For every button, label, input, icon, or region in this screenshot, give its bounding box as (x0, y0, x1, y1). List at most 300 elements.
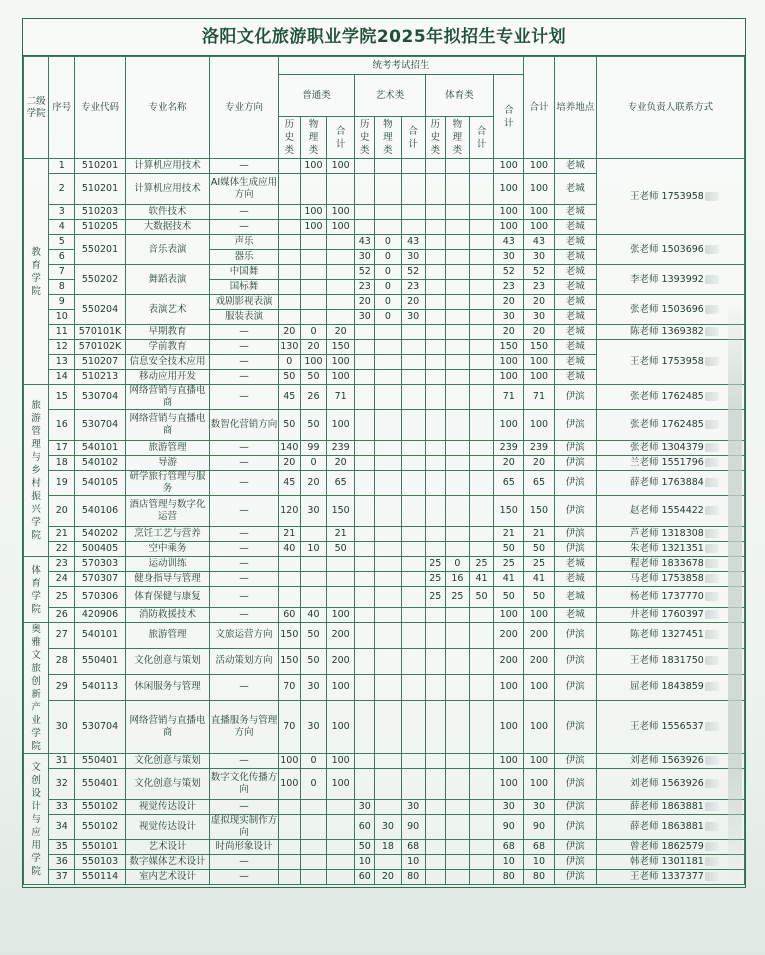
contact-cell: 陈老师 1369382 (596, 325, 744, 340)
ah-cell (355, 527, 375, 542)
code-cell: 510205 (75, 220, 125, 235)
contact-cell: 刘老师 1563926 (596, 754, 744, 769)
name-cell: 大数据技术 (125, 220, 210, 235)
seq-cell: 5 (49, 235, 75, 250)
at-cell (401, 355, 425, 370)
gt-cell: 100 (327, 608, 355, 623)
gh-cell: 21 (278, 527, 300, 542)
name-cell: 文化创意与策划 (125, 769, 210, 800)
name-cell: 研学旅行管理与服务 (125, 471, 210, 496)
sh-cell (425, 280, 445, 295)
ap-cell (375, 527, 401, 542)
gp-cell (300, 174, 326, 205)
loc-cell: 老城 (554, 608, 596, 623)
tt-cell: 150 (524, 340, 554, 355)
ah-cell (355, 456, 375, 471)
sh-cell (425, 527, 445, 542)
et-cell: 239 (494, 441, 524, 456)
st-cell (469, 310, 493, 325)
seq-cell: 9 (49, 295, 75, 310)
name-cell: 旅游管理 (125, 623, 210, 649)
direction-cell: 虚拟现实制作方向 (210, 815, 278, 838)
page-title: 洛阳文化旅游职业学院2025年拟招生专业计划 (23, 19, 745, 56)
name-cell: 网络营销与直播电商 (125, 385, 210, 410)
contact-cell: 马老师 1753858 (596, 572, 744, 587)
loc-cell: 伊滨 (554, 870, 596, 885)
table-row (24, 608, 745, 623)
sh-cell (425, 800, 445, 815)
gh-cell: 100 (278, 769, 300, 800)
direction-cell: — (210, 608, 278, 623)
contact-cell: 芦老师 1318308 (596, 527, 744, 542)
college-cell: 奥雅文旅创新产业学院 (24, 623, 49, 754)
ap-cell (375, 542, 401, 557)
gp-cell (300, 557, 326, 572)
st-cell (469, 385, 493, 410)
header-contact: 专业负责人联系方式 (596, 57, 744, 159)
name-cell: 舞蹈表演 (125, 265, 210, 295)
gt-cell: 100 (327, 769, 355, 800)
redaction-mask (705, 802, 719, 811)
gt-cell (327, 235, 355, 250)
redaction-mask (705, 478, 719, 487)
sh-cell: 25 (425, 557, 445, 572)
contact-cell: 刘老师 1563926 (596, 769, 744, 800)
ah-cell (355, 441, 375, 456)
tt-cell: 200 (524, 648, 554, 674)
table-row (24, 456, 745, 471)
st-cell (469, 325, 493, 340)
gp-cell: 100 (300, 355, 326, 370)
et-cell: 100 (494, 608, 524, 623)
sp-cell (445, 542, 469, 557)
st-cell (469, 623, 493, 649)
college-cell: 旅游管理与乡村振兴学院 (24, 385, 49, 557)
redaction-mask (705, 656, 719, 665)
gt-cell: 150 (327, 340, 355, 355)
gh-cell (278, 174, 300, 205)
redaction-mask (705, 592, 719, 601)
direction-cell: — (210, 205, 278, 220)
contact-cell: 兰老师 1551796 (596, 456, 744, 471)
et-cell: 30 (494, 800, 524, 815)
at-cell (401, 769, 425, 800)
seq-cell: 27 (49, 623, 75, 649)
direction-cell: — (210, 441, 278, 456)
tt-cell: 68 (524, 840, 554, 855)
et-cell: 150 (494, 496, 524, 527)
gt-cell: 100 (327, 205, 355, 220)
gt-cell (327, 310, 355, 325)
header-art-physics: 物理类 (375, 117, 401, 159)
loc-cell: 伊滨 (554, 840, 596, 855)
code-cell: 570307 (75, 572, 125, 587)
contact-cell: 薛老师 1763884 (596, 471, 744, 496)
at-cell (401, 441, 425, 456)
at-cell (401, 587, 425, 608)
table-row (24, 840, 745, 855)
ah-cell (355, 471, 375, 496)
gt-cell: 100 (327, 370, 355, 385)
at-cell (401, 370, 425, 385)
st-cell (469, 527, 493, 542)
gp-cell (300, 527, 326, 542)
st-cell (469, 295, 493, 310)
sh-cell (425, 220, 445, 235)
code-cell: 550114 (75, 870, 125, 885)
st-cell (469, 250, 493, 265)
st-cell (469, 410, 493, 441)
sh-cell (425, 410, 445, 441)
tt-cell: 50 (524, 587, 554, 608)
tt-cell: 30 (524, 800, 554, 815)
ah-cell: 60 (355, 815, 375, 840)
direction-cell: — (210, 355, 278, 370)
direction-cell: — (210, 385, 278, 410)
sp-cell (445, 754, 469, 769)
direction-cell: 戏剧影视表演 (210, 295, 278, 310)
et-cell: 30 (494, 310, 524, 325)
tt-cell: 30 (524, 250, 554, 265)
gt-cell: 20 (327, 325, 355, 340)
at-cell (401, 456, 425, 471)
seq-cell: 6 (49, 250, 75, 265)
name-cell: 体育保健与康复 (125, 587, 210, 608)
at-cell: 30 (401, 800, 425, 815)
sp-cell (445, 815, 469, 840)
direction-cell: — (210, 456, 278, 471)
loc-cell: 老城 (554, 220, 596, 235)
sp-cell (445, 648, 469, 674)
sp-cell (445, 280, 469, 295)
st-cell (469, 800, 493, 815)
code-cell: 510201 (75, 159, 125, 174)
st-cell (469, 870, 493, 885)
gp-cell (300, 840, 326, 855)
gp-cell: 10 (300, 542, 326, 557)
redaction-mask (705, 822, 719, 831)
ah-cell (355, 623, 375, 649)
loc-cell: 老城 (554, 557, 596, 572)
ah-cell: 52 (355, 265, 375, 280)
name-cell: 酒店管理与数字化运营 (125, 496, 210, 527)
code-cell: 540101 (75, 441, 125, 456)
at-cell (401, 159, 425, 174)
sh-cell (425, 608, 445, 623)
ah-cell (355, 220, 375, 235)
table-row (24, 542, 745, 557)
header-general-subtotal: 合计 (327, 117, 355, 159)
seq-cell: 36 (49, 855, 75, 870)
at-cell (401, 174, 425, 205)
contact-cell: 张老师 1503696 (596, 295, 744, 325)
ap-cell (375, 700, 401, 753)
gh-cell: 50 (278, 370, 300, 385)
sp-cell (445, 310, 469, 325)
loc-cell: 老城 (554, 572, 596, 587)
sp-cell: 0 (445, 557, 469, 572)
code-cell: 540102 (75, 456, 125, 471)
code-cell: 540202 (75, 527, 125, 542)
gp-cell (300, 800, 326, 815)
at-cell (401, 542, 425, 557)
table-row (24, 441, 745, 456)
direction-cell: 数字文化传播方向 (210, 769, 278, 800)
at-cell: 30 (401, 250, 425, 265)
sp-cell (445, 870, 469, 885)
name-cell: 运动训练 (125, 557, 210, 572)
name-cell: 网络营销与直播电商 (125, 410, 210, 441)
name-cell: 室内艺术设计 (125, 870, 210, 885)
et-cell: 20 (494, 325, 524, 340)
contact-cell: 张老师 1762485 (596, 385, 744, 410)
code-cell: 510213 (75, 370, 125, 385)
gp-cell: 99 (300, 441, 326, 456)
table-row (24, 674, 745, 700)
table-row (24, 557, 745, 572)
name-cell: 软件技术 (125, 205, 210, 220)
code-cell: 550401 (75, 769, 125, 800)
ap-cell (375, 456, 401, 471)
ah-cell (355, 174, 375, 205)
direction-cell: — (210, 557, 278, 572)
code-cell: 550102 (75, 800, 125, 815)
st-cell (469, 265, 493, 280)
gh-cell: 70 (278, 674, 300, 700)
redaction-mask (705, 756, 719, 765)
direction-cell: 数智化营销方向 (210, 410, 278, 441)
gh-cell: 150 (278, 648, 300, 674)
sh-cell: 25 (425, 587, 445, 608)
ah-cell (355, 159, 375, 174)
st-cell (469, 608, 493, 623)
direction-cell: — (210, 527, 278, 542)
sp-cell (445, 800, 469, 815)
loc-cell: 老城 (554, 295, 596, 310)
loc-cell: 老城 (554, 325, 596, 340)
et-cell: 200 (494, 623, 524, 649)
st-cell (469, 174, 493, 205)
header-sports: 体育类 (425, 75, 493, 117)
tt-cell: 100 (524, 370, 554, 385)
name-cell: 计算机应用技术 (125, 174, 210, 205)
header-art: 艺术类 (355, 75, 425, 117)
at-cell (401, 410, 425, 441)
ah-cell (355, 496, 375, 527)
et-cell: 71 (494, 385, 524, 410)
sh-cell (425, 700, 445, 753)
seq-cell: 33 (49, 800, 75, 815)
ap-cell: 0 (375, 235, 401, 250)
plan-document (22, 18, 746, 888)
at-cell (401, 220, 425, 235)
ap-cell (375, 340, 401, 355)
sp-cell (445, 385, 469, 410)
loc-cell: 伊滨 (554, 385, 596, 410)
ah-cell: 23 (355, 280, 375, 295)
ap-cell: 0 (375, 265, 401, 280)
table-row (24, 587, 745, 608)
at-cell (401, 623, 425, 649)
at-cell (401, 325, 425, 340)
tt-cell: 100 (524, 608, 554, 623)
sh-cell (425, 250, 445, 265)
at-cell (401, 496, 425, 527)
ap-cell (375, 557, 401, 572)
seq-cell: 7 (49, 265, 75, 280)
sp-cell (445, 410, 469, 441)
ap-cell (375, 441, 401, 456)
seq-cell: 2 (49, 174, 75, 205)
loc-cell: 老城 (554, 310, 596, 325)
ah-cell (355, 385, 375, 410)
table-row (24, 265, 745, 280)
loc-cell: 老城 (554, 174, 596, 205)
table-row (24, 340, 745, 355)
at-cell (401, 557, 425, 572)
tt-cell: 100 (524, 159, 554, 174)
st-cell (469, 220, 493, 235)
gh-cell (278, 220, 300, 235)
gp-cell: 20 (300, 340, 326, 355)
et-cell: 52 (494, 265, 524, 280)
et-cell: 100 (494, 174, 524, 205)
tt-cell: 100 (524, 220, 554, 235)
at-cell (401, 648, 425, 674)
seq-cell: 37 (49, 870, 75, 885)
sh-cell (425, 674, 445, 700)
sh-cell (425, 310, 445, 325)
name-cell: 学前教育 (125, 340, 210, 355)
at-cell (401, 340, 425, 355)
loc-cell: 伊滨 (554, 542, 596, 557)
st-cell (469, 754, 493, 769)
sh-cell (425, 623, 445, 649)
et-cell: 100 (494, 674, 524, 700)
redaction-mask (705, 458, 719, 467)
redaction-mask (705, 327, 719, 336)
gh-cell (278, 572, 300, 587)
header-seq: 序号 (49, 57, 75, 159)
ap-cell (375, 174, 401, 205)
table-row (24, 572, 745, 587)
et-cell: 68 (494, 840, 524, 855)
redaction-mask (705, 610, 719, 619)
direction-cell: — (210, 340, 278, 355)
contact-cell: 韩老师 1301181 (596, 855, 744, 870)
sh-cell (425, 815, 445, 840)
ah-cell (355, 410, 375, 441)
gp-cell: 30 (300, 700, 326, 753)
gp-cell (300, 870, 326, 885)
header-exam: 统考考试招生 (278, 57, 524, 75)
tt-cell: 71 (524, 385, 554, 410)
direction-cell: — (210, 587, 278, 608)
redaction-mask (705, 857, 719, 866)
gp-cell (300, 572, 326, 587)
seq-cell: 12 (49, 340, 75, 355)
seq-cell: 15 (49, 385, 75, 410)
code-cell: 550401 (75, 754, 125, 769)
seq-cell: 4 (49, 220, 75, 235)
gh-cell: 40 (278, 542, 300, 557)
st-cell (469, 340, 493, 355)
et-cell: 41 (494, 572, 524, 587)
redaction-mask (705, 574, 719, 583)
tt-cell: 100 (524, 174, 554, 205)
ah-cell (355, 370, 375, 385)
st-cell: 41 (469, 572, 493, 587)
table-row (24, 325, 745, 340)
sp-cell: 16 (445, 572, 469, 587)
gp-cell: 30 (300, 496, 326, 527)
seq-cell: 23 (49, 557, 75, 572)
ah-cell: 30 (355, 800, 375, 815)
sp-cell (445, 265, 469, 280)
header-total: 合计 (524, 57, 554, 159)
direction-cell: AI媒体生成应用方向 (210, 174, 278, 205)
at-cell: 52 (401, 265, 425, 280)
privacy-blur (728, 300, 742, 880)
redaction-mask (705, 722, 719, 731)
et-cell: 23 (494, 280, 524, 295)
tt-cell: 23 (524, 280, 554, 295)
et-cell: 100 (494, 205, 524, 220)
gt-cell: 100 (327, 159, 355, 174)
redaction-mask (705, 357, 719, 366)
et-cell: 65 (494, 471, 524, 496)
header-art-subtotal: 合计 (401, 117, 425, 159)
college-cell: 教育学院 (24, 159, 49, 385)
et-cell: 200 (494, 648, 524, 674)
et-cell: 100 (494, 700, 524, 753)
redaction-mask (705, 192, 719, 201)
contact-cell: 王老师 1556537 (596, 700, 744, 753)
loc-cell: 老城 (554, 265, 596, 280)
contact-cell: 张老师 1304379 (596, 441, 744, 456)
direction-cell: — (210, 855, 278, 870)
ap-cell (375, 496, 401, 527)
gh-cell: 120 (278, 496, 300, 527)
contact-cell: 薛老师 1863881 (596, 800, 744, 815)
tt-cell: 100 (524, 410, 554, 441)
gh-cell (278, 295, 300, 310)
contact-cell: 程老师 1833678 (596, 557, 744, 572)
gh-cell: 70 (278, 700, 300, 753)
et-cell: 100 (494, 220, 524, 235)
gt-cell (327, 265, 355, 280)
name-cell: 表演艺术 (125, 295, 210, 325)
gh-cell: 50 (278, 410, 300, 441)
seq-cell: 30 (49, 700, 75, 753)
seq-cell: 11 (49, 325, 75, 340)
ap-cell: 0 (375, 250, 401, 265)
name-cell: 网络营销与直播电商 (125, 700, 210, 753)
st-cell (469, 769, 493, 800)
sh-cell (425, 648, 445, 674)
gp-cell: 100 (300, 220, 326, 235)
code-cell: 530704 (75, 700, 125, 753)
tt-cell: 25 (524, 557, 554, 572)
college-cell: 体育学院 (24, 557, 49, 623)
redaction-mask (705, 506, 719, 515)
name-cell: 消防救援技术 (125, 608, 210, 623)
loc-cell: 伊滨 (554, 648, 596, 674)
table-row (24, 623, 745, 649)
code-cell: 510207 (75, 355, 125, 370)
seq-cell: 20 (49, 496, 75, 527)
contact-cell: 陈老师 1327451 (596, 623, 744, 649)
